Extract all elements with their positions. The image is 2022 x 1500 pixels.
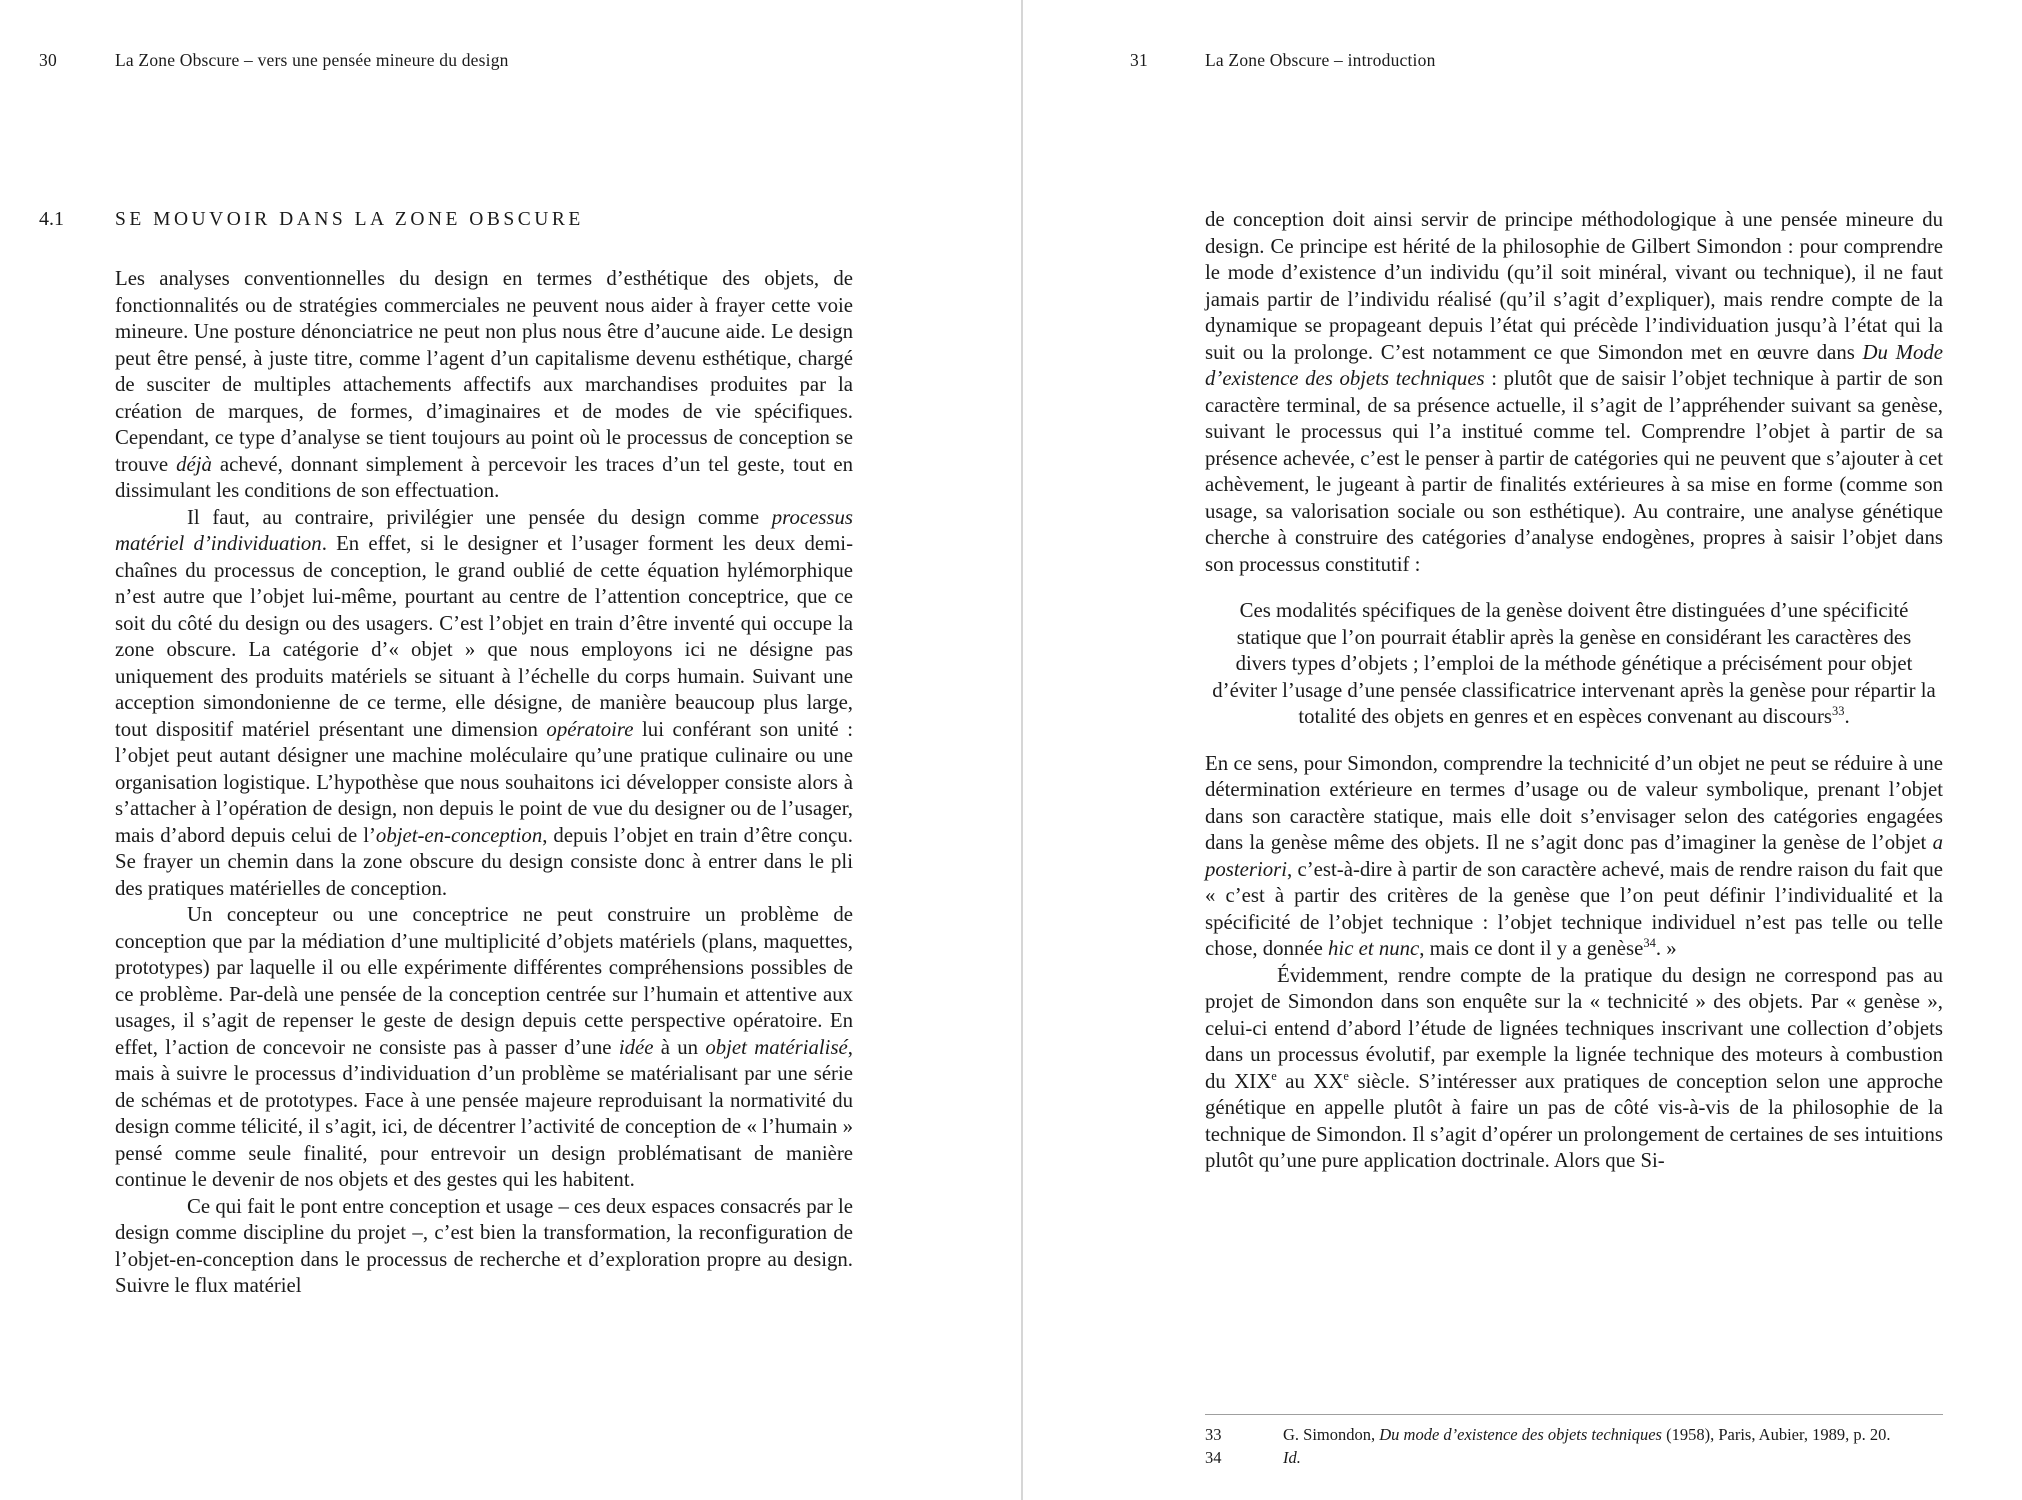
right-page-number: 31 [1130,50,1148,70]
page-gutter-divider [1021,0,1023,1500]
footnote-rule [1205,1414,1943,1415]
footnote-text: G. Simondon, Du mode d’existence des objets techniques (1958), Paris, Aubier, 1989, p. 20. [1283,1425,1891,1444]
body-paragraph: Les analyses conventionnelles du design en termes d’esthétique des objets, de fonctionnalités ou de stratégies commerciales ne peuvent nous aider à frayer cette voie mineure. Une posture dénonciatrice ne peut non plus nous être d’aucune aide. Le design peut être pensé, à juste titre, comme l’agent d’un capitalisme devenu esthétique, chargé de susciter de multiples attachements affectifs aux marchandises produites par la création de marques, de formes, d’imaginaires et de modes de vie spécifiques. Cependant, ce type d’analyse se tient toujours au point où le processus de conception se trouve déjà achevé, donnant simplement à percevoir les traces d’un tel geste, tout en dissimulant les conditions de son effectuation. [115,267,853,502]
block-quote: Ces modalités spécifiques de la genèse doivent être distinguées d’une spécificité statique que l’on pourrait établir après la genèse en considérant les caractères des divers types d’objets ; l’emploi de la méthode génétique a précisément pour objet d’éviter l’usage d’une pensée classificatrice intervenant après la genèse pour répartir la totalité des objets en genres et en espèces convenant au discours$^{33}$. [1212,599,1936,728]
footnotes-section [1205,1414,1943,1469]
body-paragraph: Ce qui fait le pont entre conception et usage – ces deux espaces consacrés par le design comme discipline du projet –, c’est bien la transformation, la reconfiguration de l’objet-en-conception dans le processus de recherche et d’exploration propre au design. Suivre le flux matériel [115,1194,853,1297]
footnote-text: Id. [1283,1447,1301,1467]
body-paragraph: Il faut, au contraire, privilégier une pensée du design comme processus matériel d’individuation. En effet, si le designer et l’usager forment les deux demi-chaînes du processus de conception, le grand oublié de cette équation hylémorphique n’est autre que l’objet lui-même, pourtant au centre de l’attention conceptrice, que ce soit du côté du design ou des usagers. C’est l’objet en train d’être inventé qui occupe la zone obscure. La catégorie d’« objet » que nous employons ici ne désigne pas uniquement des produits matériels se situant à l’échelle du corps humain. Suivant une acception simondonienne de ce terme, elle désigne, de manière beaucoup plus large, tout dispositif matériel présentant une dimension opératoire lui conférant son unité : l’objet peut autant désigner une machine moléculaire qu’une pratique culinaire ou une organisation logistique. L’hypothèse que nous souhaitons ici développer consiste alors à s’attacher à l’opération de design, non depuis le point de vue du designer ou de l’usager, mais d’abord depuis celui de l’objet-en-conception, depuis l’objet en train d’être conçu. Se frayer un chemin dans la zone obscure du design consiste donc à entrer dans le pli des pratiques matérielles de conception. [115,505,853,900]
body-paragraph: Évidemment, rendre compte de la pratique du design ne correspond pas au projet de Simondon dans son enquête sur la « technicité » des objets. Par « genèse », celui-ci entend d’abord l’étude de lignées techniques inscrivant une collection d’objets dans un processus évolutif, par exemple la lignée technique des moteurs à combustion du XIXe au XXe siècle. S’intéresser aux pratiques de conception selon une approche génétique en appelle plutôt à faire un pas de côté vis-à-vis de la philosophie de la technique de Simondon. Il s’agit d’opérer un prolongement de certaines de ses intuitions plutôt qu’une pure application doctrinale. Alors que Si- [1205,963,1943,1172]
footnote-row [1205,1424,1943,1447]
body-paragraph: En ce sens, pour Simondon, comprendre la technicité d’un objet ne peut se réduire à une détermination extérieure en termes d’usage ou de valeur symbolique, prenant l’objet dans son caractère statique, mais elle doit s’envisager selon des catégories engagées dans la genèse même des objets. Il ne s’agit donc pas d’imaginer la genèse de l’objet a posteriori, c’est-à-dire à partir de son caractère achevé, mais de rendre raison du fait que « c’est à partir des critères de la genèse que l’on peut définir l’individualité et la spécificité de l’objet technique : l’objet technique individuel n’est pas telle ou telle chose, donnée hic et nunc, mais ce dont il y a genèse$^{34}$. » [1205,751,1943,960]
footnote-number: 33 [1205,1425,1222,1444]
left-running-title: La Zone Obscure – vers une pensée mineure du design [115,50,509,70]
footnote-number: 34 [1205,1447,1222,1467]
right-page-body [1205,207,1943,1175]
left-page-body [115,266,853,1300]
footnote-list [1205,1424,1943,1469]
section-number: 4.1 [39,208,64,230]
footnote-row [1205,1447,1943,1470]
body-paragraph: de conception doit ainsi servir de principe méthodologique à une pensée mineure du design. Ce principe est hérité de la philosophie de Gilbert Simondon : pour comprendre le mode d’existence d’un individu (qu’il soit minéral, vivant ou technique), il ne faut jamais partir de l’individu réalisé (qu’il s’agit d’expliquer), mais rendre compte de la dynamique se propageant depuis l’état qui précède l’individuation jusqu’à l’état qui la suit ou la prolonge. C’est notamment ce que Simondon met en œuvre dans Du Mode d’existence des objets techniques : plutôt que de saisir l’objet technique à partir de son caractère terminal, de sa présence actuelle, il s’agit de l’appréhender suivant sa genèse, suivant le processus qui l’a institué comme tel. Comprendre l’objet à partir de sa présence achevée, c’est le penser à partir de catégories qui ne peuvent que s’ajouter à cet achèvement, le jugeant à partir de finalités extérieures à sa mise en forme (comme son usage, sa valorisation sociale ou son esthétique). Au contraire, une analyse génétique cherche à construire des catégories d’analyse endogènes, propres à saisir l’objet dans son processus constitutif : [1205,208,1943,576]
right-running-title: La Zone Obscure – introduction [1205,50,1436,70]
left-page-number: 30 [39,50,57,70]
body-paragraph: Un concepteur ou une conceptrice ne peut construire un problème de conception que par la médiation d’une multiplicité d’objets matériels (plans, maquettes, prototypes) par laquelle il ou elle expérimente différentes compréhensions possibles de ce problème. Par-delà une pensée de la conception centrée sur l’humain et attentive aux usages, il s’agit de repenser le geste de design depuis cette perspective opératoire. En effet, l’action de concevoir ne consiste pas à passer d’une idée à un objet matérialisé, mais à suivre le processus d’individuation d’un problème se matérialisant par une série de schémas et de prototypes. Face à une pensée majeure reproduisant la normativité du design comme télicité, il s’agit, ici, de décentrer l’activité de conception de « l’humain » pensé comme seule finalité, pour entrevoir un design problématisant de manière continue le devenir de nos objets et des gestes qui les habitent. [115,903,853,1191]
section-title: SE MOUVOIR DANS LA ZONE OBSCURE [115,209,584,230]
